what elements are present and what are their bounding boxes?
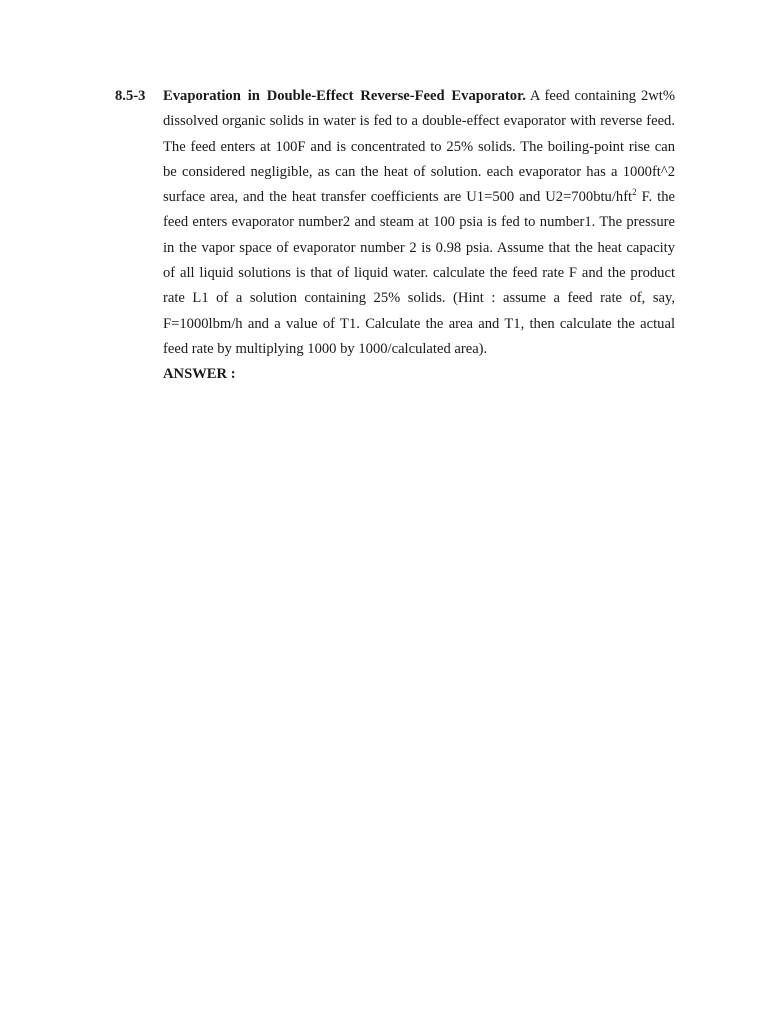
problem-statement [163, 84, 675, 362]
problem-number: 8.5-3 [115, 88, 146, 104]
problem-text-part1: A feed containing 2wt% dissolved organic solids in water is fed to a double-effect evaporator with reverse feed. The feed enters at 100F and is concentrated to 25% solids. The boiling-point rise can be considered negligible, as can the heat of solution. each evaporator has a 1000ft^2 surface area, and the heat transfer coefficients are U1=500 and U2=700btu/hft [163, 88, 675, 206]
superscript-exponent: 2 [632, 187, 637, 198]
answer-label: ANSWER : [163, 366, 236, 383]
problem-title: Evaporation in Double-Effect Reverse-Feed Evaporator. [163, 88, 526, 104]
problem-text-part2: F. the feed enters evaporator number2 and steam at 100 psia is fed to number1. The pressure in the vapor space of evaporator number 2 is 0.98 psia. Assume that the heat capacity of all liquid solutions is that of liquid water. calculate the feed rate F and the product rate L1 of a solution containing 25% solids. (Hint : assume a feed rate of, say, F=1000lbm/h and a value of T1. Calculate the area and T1, then calculate the actual feed rate by multiplying 1000 by 1000/calculated area). [163, 189, 675, 357]
problem-block [115, 84, 675, 388]
